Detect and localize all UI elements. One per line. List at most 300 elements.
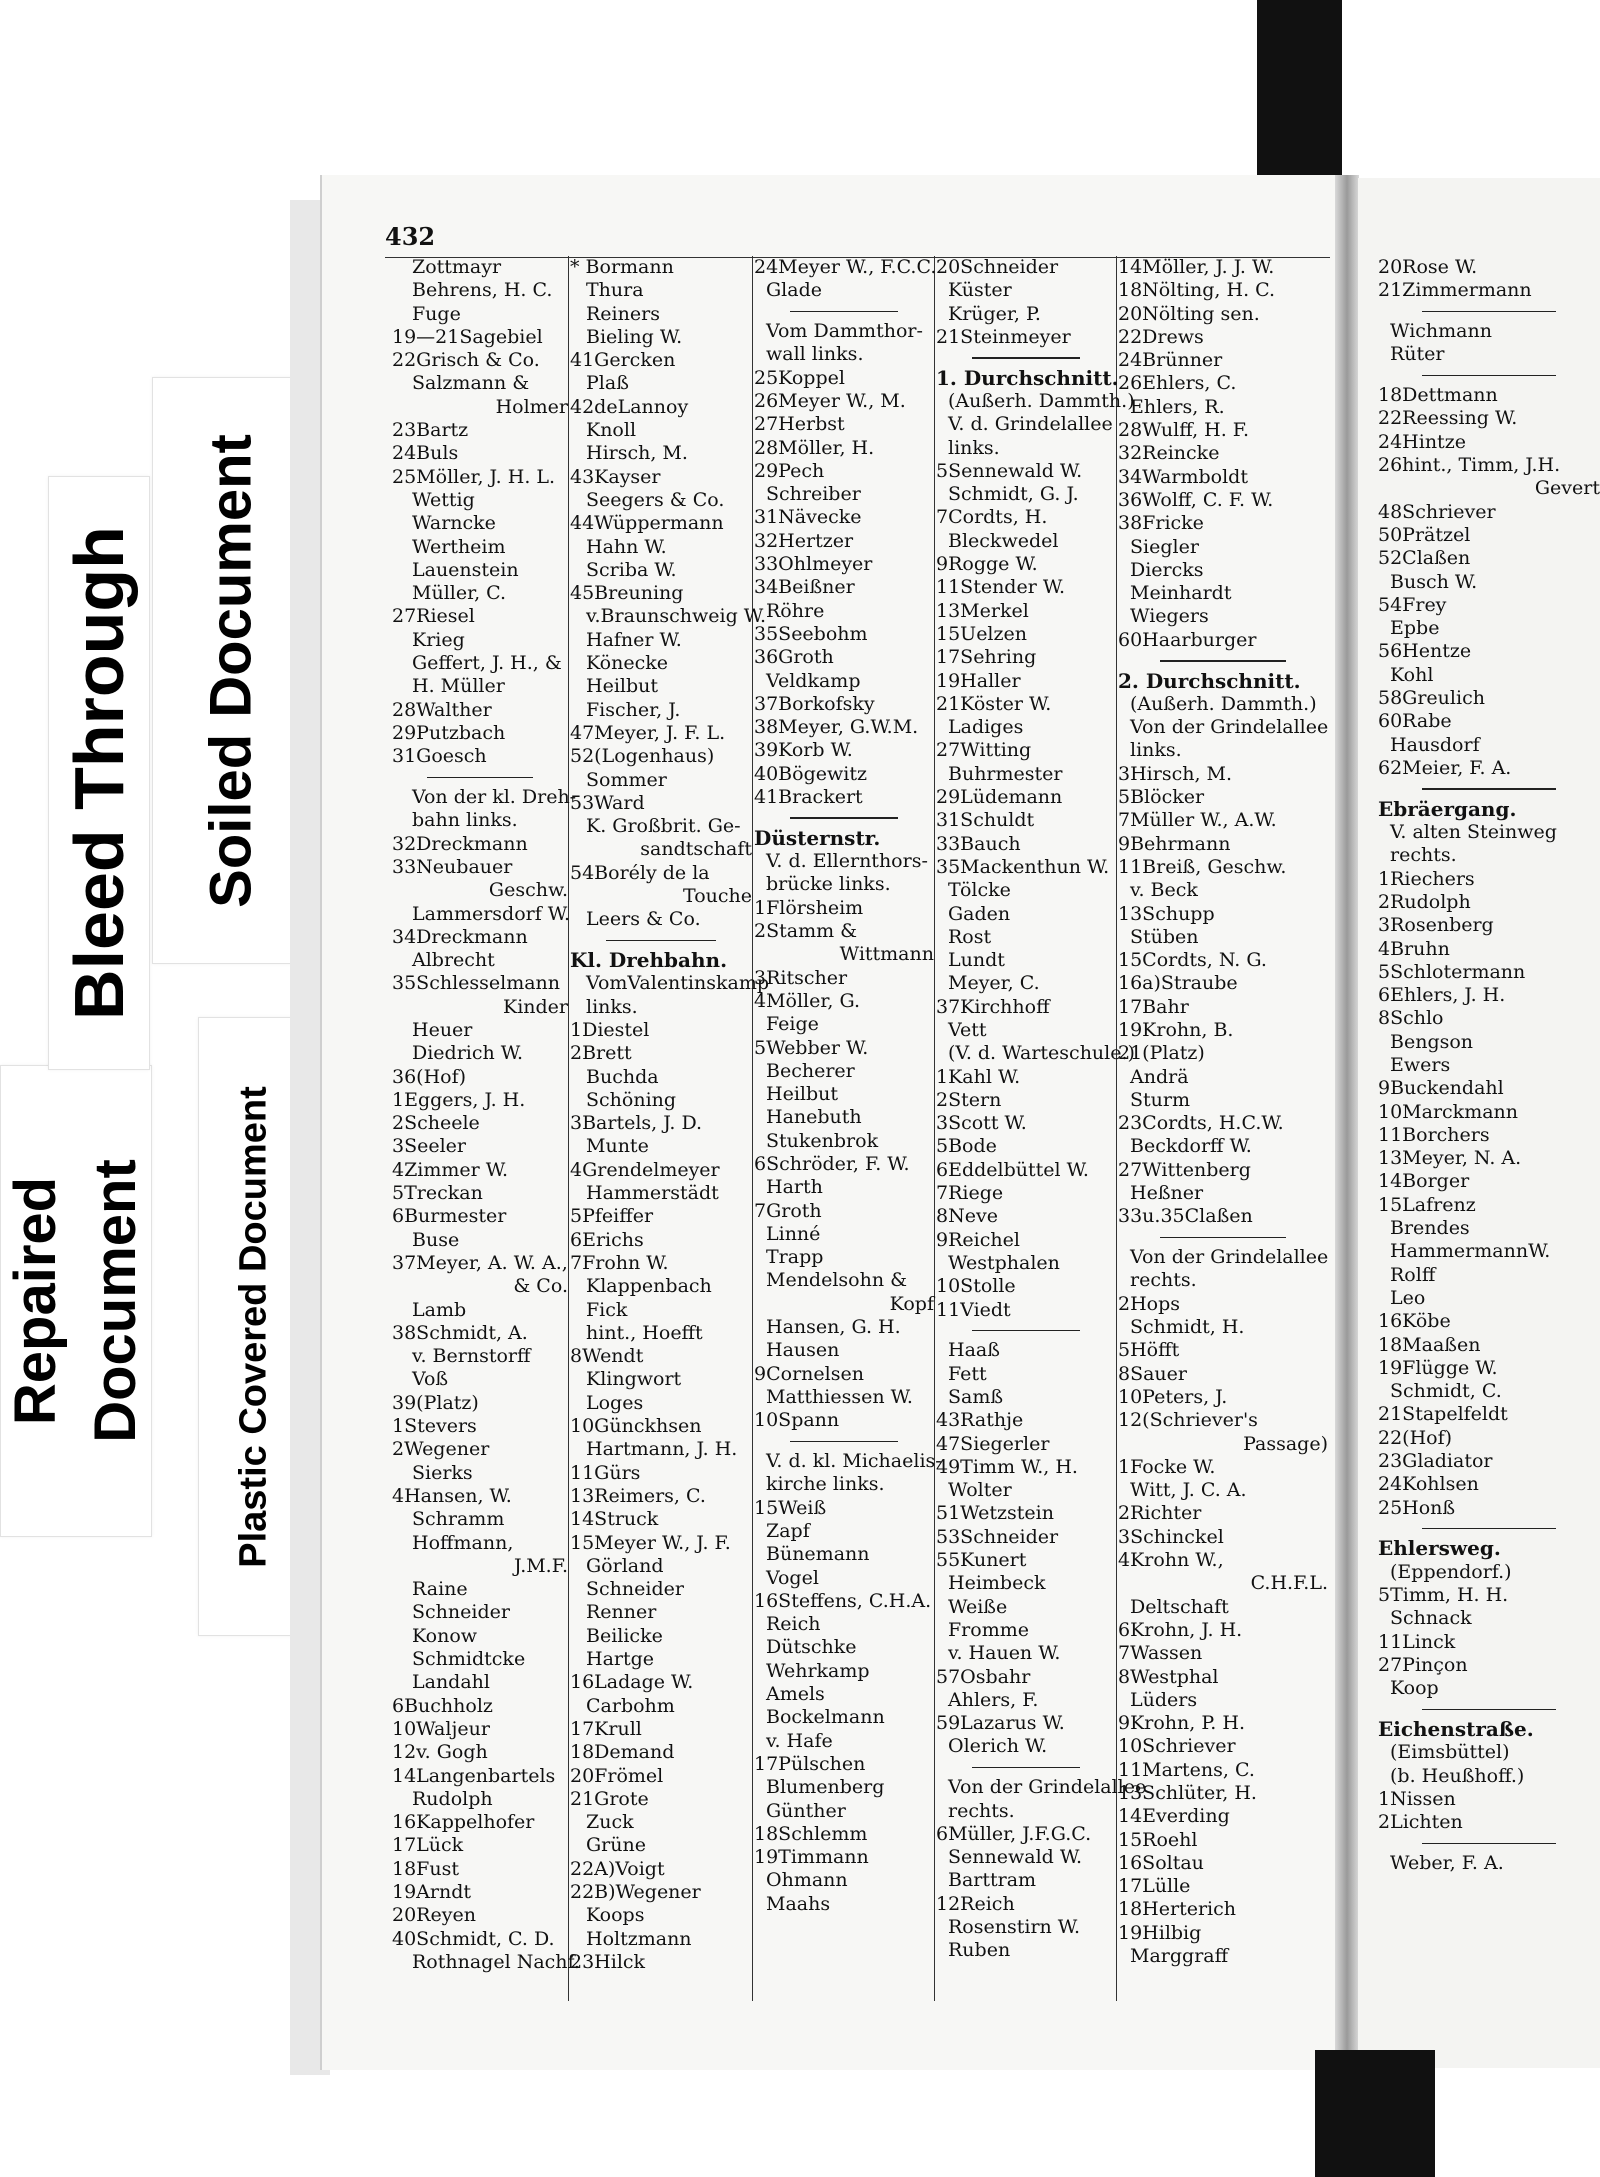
repaired-label-line-1: Repaired [3,1176,68,1426]
directory-entry: Blumenberg [766,1776,885,1799]
directory-entry: 10Schriever [1118,1735,1236,1758]
directory-entry: Beckdorff W. [1130,1135,1252,1158]
directory-entry: 7Wassen [1118,1642,1203,1665]
section-rule [1160,660,1286,662]
directory-entry: 5Timm, H. H. [1378,1584,1509,1607]
directory-entry: 8Neve [936,1205,998,1228]
directory-entry: Lüders [1130,1688,1198,1711]
directory-entry: 42deLannoy [570,395,689,418]
directory-entry: Rolff [1390,1263,1436,1286]
directory-entry: Buchda [586,1065,659,1088]
directory-entry: Fischer, J. [586,698,681,721]
directory-entry: 58Greulich [1378,687,1485,710]
page-number: 432 [385,222,436,251]
directory-entry: 27Herbst [754,413,845,436]
directory-entry: 33Ohlmeyer [754,553,873,576]
directory-entry: 18Herterich [1118,1898,1236,1921]
directory-entry: 25Koppel [754,366,845,389]
directory-entry: * Bormann [570,256,674,278]
directory-entry: Mendelsohn & [766,1269,908,1292]
directory-entry: 52Claßen [1378,547,1471,570]
directory-entry: Hahn W. [586,535,667,558]
directory-entry: 56Hentze [1378,640,1472,663]
directory-entry: Scriba W. [586,558,677,581]
soiled-document-text: Soiled Document [198,433,264,908]
directory-entry: Diercks [1130,558,1204,581]
directory-entry: 19Hilbig [1118,1921,1202,1944]
directory-entry: 10Peters, J. [1118,1385,1228,1408]
directory-entry: Becherer [766,1059,855,1082]
directory-entry: Görland [586,1554,664,1577]
directory-entry: 13Reimers, C. [570,1484,706,1507]
directory-entry: Von der kl. Dreh- [412,786,577,809]
directory-entry: 34Beißner [754,576,855,599]
repaired-label-line-2: Document [83,1159,148,1443]
section-rule [1422,375,1555,377]
directory-entry: 40Schmidt, C. D. [392,1927,555,1950]
directory-entry: Ebräergang. [1378,796,1517,821]
directory-entry: Hoffmann, [412,1531,514,1554]
directory-entry: Wolter [948,1479,1012,1502]
directory-entry: 6Ehlers, J. H. [1378,984,1506,1007]
directory-entry: 36Wolff, C. F. W. [1118,488,1274,511]
directory-entry: 2Stamm & [754,920,858,943]
bleed-through-text: Bleed Through [60,526,138,1020]
directory-entry: 3Rosenberg [1378,914,1494,937]
directory-entry: 33Neubauer [392,855,513,878]
directory-entry: 18Fust [392,1857,459,1880]
directory-entry: 1Kahl W. [936,1065,1021,1088]
directory-entry: 3Bartels, J. D. [570,1112,703,1135]
directory-entry: Siegler [1130,535,1199,558]
directory-entry: (b. Heußhoff.) [1390,1764,1525,1787]
directory-entry: 16a)Straube [1118,972,1238,995]
directory-entry: 7Frohn W. [570,1251,669,1274]
directory-entry: 24Buls [392,442,459,465]
directory-entry: Hammerstädt [586,1182,719,1205]
directory-entry: Wettig [412,488,475,511]
directory-entry: Linné [766,1222,821,1245]
directory-entry: Krüger, P. [948,302,1041,325]
directory-entry: 24Brünner [1118,349,1223,372]
repaired-document-label [0,1065,152,1537]
directory-entry: Von der Grindelallee [948,1776,1147,1799]
directory-entry: 54Frey [1378,593,1447,616]
directory-entry: 49Timm W., H. [936,1455,1078,1478]
directory-entry: Gevert [1534,477,1600,500]
directory-entry: Buse [412,1228,460,1251]
directory-entry: Busch W. [1390,570,1478,593]
directory-entry: 1Flörsheim [754,896,864,919]
directory-entry: v. Beck [1130,879,1198,902]
book-gutter [1335,175,1359,2070]
directory-entry: Harth [766,1176,823,1199]
directory-entry: 11Linck [1378,1630,1456,1653]
directory-entry: Loges [586,1391,644,1414]
directory-entry: 27Riesel [392,605,475,628]
directory-entry: 10Stolle [936,1275,1016,1298]
directory-entry: 31Nävecke [754,506,862,529]
directory-entry: 28Walther [392,698,492,721]
directory-entry: Amels [766,1683,825,1706]
directory-entry: 21Stapelfeldt [1378,1403,1508,1426]
directory-entry: Vom Dammthor- [766,320,923,343]
directory-entry: Rost [948,925,992,948]
directory-entry: 55Kunert [936,1549,1027,1572]
directory-entry: 8Wendt [570,1345,644,1368]
directory-entry: Kohl [1390,663,1434,686]
directory-entry: 6Müller, J.F.G.C. [936,1822,1092,1845]
directory-entry: 2Scheele [392,1112,480,1135]
directory-entry: 6Burmester [392,1205,507,1228]
directory-entry: 37Borkofsky [754,692,875,715]
directory-entry: (Außerh. Dammth.) [1130,692,1317,715]
directory-entry: 18Dettmann [1378,384,1498,407]
directory-column-2 [570,256,770,2001]
directory-entry: 36Groth [754,646,834,669]
directory-entry: 9Reichel [936,1228,1020,1251]
directory-entry: v. Hauen W. [948,1642,1061,1665]
directory-entry: Plaß [586,372,629,395]
directory-entry: Dütschke [766,1636,857,1659]
directory-entry: 24Meyer W., F.C.C. [754,256,937,278]
directory-entry: 37Kirchhoff [936,995,1050,1018]
directory-entry: 11Viedt [936,1298,1011,1321]
section-rule [972,1330,1080,1332]
directory-entry: Stüben [1130,925,1199,948]
bleed-through-label [48,476,150,1070]
directory-entry: 47Siegerler [936,1432,1050,1455]
directory-entry: Albrecht [412,949,495,972]
directory-entry: Beilicke [586,1624,663,1647]
directory-entry: Reich [766,1613,821,1636]
directory-entry: Fick [586,1298,628,1321]
directory-entry: Voß [412,1368,449,1391]
directory-entry: 6Eddelbüttel W. [936,1158,1089,1181]
directory-entry: 12v. Gogh [392,1741,488,1764]
directory-entry: Hirsch, M. [586,442,688,465]
directory-entry: Rudolph [412,1787,493,1810]
directory-entry: Bieling W. [586,325,683,348]
directory-entry: 1Diestel [570,1019,650,1041]
directory-entry: Kopf [889,1292,934,1315]
directory-entry: 21Zimmermann [1378,279,1532,302]
directory-column-4 [936,256,1147,2001]
directory-entry: Zuck [586,1811,634,1834]
section-rule [972,357,1080,359]
directory-entry: 7Müller W., A.W. [1118,809,1277,832]
directory-entry: 59Lazarus W. [936,1712,1065,1735]
binding-strap-top [1257,0,1342,175]
section-rule [1160,1237,1286,1239]
directory-entry: 19Haller [936,669,1021,692]
directory-column-6 [1378,256,1600,2001]
directory-entry: kirche links. [766,1473,885,1496]
directory-entry: 15Weiß [754,1496,827,1519]
directory-entry: 22(Hof) [1378,1426,1453,1449]
directory-entry: 1. Durchschnitt. [936,365,1119,390]
directory-entry: Seegers & Co. [586,488,725,511]
directory-entry: Bünemann [766,1543,870,1566]
directory-entry: 22Reessing W. [1378,407,1518,430]
directory-entry: Schnack [1390,1607,1472,1630]
directory-entry: 20Schneider [936,256,1059,278]
directory-entry: 45Breuning [570,582,684,605]
directory-entry: Geffert, J. H., & [412,652,562,675]
directory-entry: Raine [412,1578,468,1601]
directory-entry: 27Pinçon [1378,1653,1468,1676]
directory-entry: Günther [766,1799,846,1822]
directory-entry: 9Behrmann [1118,832,1231,855]
directory-entry: 7Riege [936,1182,1004,1205]
directory-entry: 8Westphal [1118,1665,1219,1688]
directory-entry: 13Schupp [1118,902,1215,925]
directory-entry: 20Reyen [392,1904,476,1927]
directory-entry: 2Wegener [392,1438,490,1461]
directory-entry: 16Ladage W. [570,1671,694,1694]
directory-entry: Holtzmann [586,1927,692,1950]
directory-entry: Schreiber [766,483,861,506]
directory-entry: Lauenstein [412,558,519,581]
directory-entry: 19Flügge W. [1378,1356,1498,1379]
directory-entry: Leo [1390,1286,1426,1309]
directory-entry: 3Ritscher [754,966,848,989]
directory-entry: 15Lafrenz [1378,1193,1476,1216]
directory-entry: 7Cordts, H. [936,506,1048,529]
directory-entry: V. d. kl. Michaelis- [766,1450,942,1473]
directory-entry: 24Kohlsen [1378,1473,1479,1496]
directory-entry: Schmidt, C. [1390,1380,1502,1403]
directory-entry: 39(Platz) [392,1391,479,1414]
directory-entry: Hansen, G. H. [766,1316,901,1339]
directory-entry: 18Nölting, H. C. [1118,279,1276,302]
directory-entry: 32Dreckmann [392,832,528,855]
directory-entry: Hanebuth [766,1106,862,1129]
directory-entry: 9Cornelsen [754,1362,864,1385]
directory-entry: 20Rose W. [1378,256,1478,278]
directory-entry: Epbe [1390,617,1440,640]
directory-entry: 51Wetzstein [936,1502,1054,1525]
directory-entry: Veldkamp [766,669,861,692]
directory-entry: Deltschaft [1130,1595,1229,1618]
section-rule [427,777,533,779]
directory-entry: Konow [412,1624,478,1647]
directory-entry: 4Krohn W., [1118,1549,1224,1572]
directory-entry: Rosenstirn W. [948,1915,1081,1938]
directory-entry: Lundt [948,949,1005,972]
directory-entry: V. d. Grindelallee [948,413,1113,436]
directory-entry: Westphalen [948,1251,1060,1274]
directory-entry: 15Cordts, N. G. [1118,949,1267,972]
directory-entry: Sennewald W. [948,1846,1083,1869]
directory-entry: Kl. Drehbahn. [570,948,728,973]
directory-entry: Küster [948,279,1012,302]
directory-entry: links. [586,995,638,1018]
directory-entry: v. Hafe [766,1729,833,1752]
directory-entry: 24Hintze [1378,430,1466,453]
directory-entry: Olerich W. [948,1735,1048,1758]
directory-entry: 5Sennewald W. [936,459,1083,482]
directory-entry: Krieg [412,628,465,651]
directory-entry: Behrens, H. C. [412,279,553,302]
directory-entry: V. alten Steinweg [1390,821,1557,844]
directory-entry: 18Demand [570,1741,675,1764]
directory-entry: 35Schlesselmann [392,972,561,995]
directory-entry: 2Brett [570,1042,632,1065]
directory-entry: 16Kappelhofer [392,1811,535,1834]
directory-entry: Haaß [948,1339,1000,1362]
directory-entry: Samß [948,1385,1004,1408]
directory-entry: Hartmann, J. H. [586,1438,738,1461]
directory-entry: Wichmann [1390,320,1492,343]
directory-entry: Touche [683,885,752,908]
directory-entry: 4Zimmer W. [392,1158,509,1181]
directory-entry: 12(Schriever's [1118,1409,1258,1432]
directory-entry: 11Gürs [570,1461,641,1484]
directory-entry: Zottmayr [412,256,502,278]
directory-entry: 57Osbahr [936,1665,1031,1688]
directory-entry: 53Schneider [936,1525,1059,1548]
directory-entry: 35Mackenthun W. [936,855,1110,878]
directory-entry: 5Schlotermann [1378,960,1526,983]
directory-entry: 19Krohn, B. [1118,1019,1234,1041]
directory-entry: 27Wittenberg [1118,1158,1251,1181]
directory-entry: 10Marckmann [1378,1100,1519,1123]
directory-entry: brücke links. [766,873,891,896]
directory-entry: Heßner [1130,1182,1204,1205]
directory-entry: 21Steinmeyer [936,325,1071,348]
directory-entry: Leers & Co. [586,908,701,931]
directory-entry: Carbohm [586,1694,675,1717]
section-rule [606,940,715,942]
directory-entry: Bengson [1390,1030,1474,1053]
directory-entry: sandtschaft [640,838,752,861]
directory-entry: Passage) [1243,1432,1328,1455]
directory-entry: 47Meyer, J. F. L. [570,721,726,744]
directory-entry: 48Schriever [1378,500,1496,523]
directory-entry: v.Braunschweig W. [586,605,767,628]
section-rule [790,1441,898,1443]
directory-entry: 16Soltau [1118,1851,1204,1874]
directory-entry: 23Cordts, H.C.W. [1118,1112,1284,1135]
directory-entry: Glade [766,279,822,302]
directory-entry: Eichenstraße. [1378,1717,1534,1742]
directory-entry: 4Bruhn [1378,937,1450,960]
directory-entry: 38Fricke [1118,512,1204,535]
directory-entry: Klingwort [586,1368,682,1391]
directory-entry: 33Bauch [936,832,1021,855]
directory-entry: 39Korb W. [754,739,853,762]
directory-entry: 60Haarburger [1118,628,1257,651]
directory-entry: Holmer [495,395,568,418]
directory-entry: (Eppendorf.) [1390,1560,1512,1583]
directory-entry: 41Brackert [754,786,863,809]
directory-entry: 14Möller, J. J. W. [1118,256,1275,278]
directory-entry: Knoll [586,419,637,442]
directory-entry: 5Bode [936,1135,997,1158]
directory-entry: 20Frömel [570,1764,664,1787]
directory-entry: 27Witting [936,739,1032,762]
directory-entry: Klappenbach [586,1275,712,1298]
directory-entry: hint., Hoefft [586,1321,703,1344]
directory-entry: 5Pfeiffer [570,1205,654,1228]
directory-entry: rechts. [948,1799,1015,1822]
directory-entry: Bockelmann [766,1706,885,1729]
directory-entry: Lamb [412,1298,467,1321]
directory-entry: Heuer [412,1019,473,1041]
directory-entry: 29Pech [754,459,825,482]
directory-entry: Hausdorf [1390,733,1480,756]
directory-entry: 21Köster W. [936,692,1052,715]
directory-entry: 13Meyer, N. A. [1378,1147,1522,1170]
directory-entry: 4Möller, G. [754,989,860,1012]
directory-entry: Barttram [948,1869,1037,1892]
directory-entry: 19—21Sagebiel [392,325,543,348]
directory-entry: Zapf [766,1519,810,1542]
directory-entry: Rothnagel Nachf. [412,1950,580,1973]
directory-entry: K. Großbrit. Ge- [586,815,741,838]
directory-entry: Hausen [766,1339,840,1362]
directory-entry: 13Merkel [936,599,1029,622]
directory-entry: Vogel [766,1566,819,1589]
directory-entry: 5Treckan [392,1182,483,1205]
directory-entry: Landahl [412,1671,490,1694]
directory-entry: 38Schmidt, A. [392,1321,528,1344]
directory-entry: 10Günckhsen [570,1415,702,1438]
directory-entry: Renner [586,1601,657,1624]
directory-entry: 29Lüdemann [936,786,1063,809]
directory-entry: 9Rogge W. [936,553,1038,576]
directory-entry: J.M.F. [514,1554,568,1577]
directory-entry: 33u.35Claßen [1118,1205,1253,1228]
directory-entry: 11Breiß, Geschw. [1118,855,1287,878]
directory-entry: 21(Platz) [1118,1042,1205,1065]
directory-entry: 3Schinckel [1118,1525,1224,1548]
directory-entry: 9Buckendahl [1378,1077,1504,1100]
directory-entry: Feige [766,1013,819,1036]
binding-strap-bottom [1315,2050,1435,2177]
directory-entry: Sturm [1130,1088,1190,1111]
directory-entry: 14Struck [570,1508,659,1531]
directory-entry: 10Spann [754,1409,840,1432]
directory-entry: Schneider [412,1601,510,1624]
directory-entry: rechts. [1390,844,1457,867]
directory-column-3 [754,256,942,2001]
directory-entry: 16Köbe [1378,1310,1451,1333]
directory-entry: 23Gladiator [1378,1450,1493,1473]
directory-column-5 [1118,256,1328,2001]
directory-entry: 62Meier, F. A. [1378,756,1512,779]
directory-entry: Hafner W. [586,628,682,651]
directory-entry: 17Bahr [1118,995,1189,1018]
directory-entry: Fett [948,1362,987,1385]
directory-entry: 13Schlüter, H. [1118,1782,1257,1804]
directory-entry: Kinder [503,995,568,1018]
directory-entry: 28Möller, H. [754,436,875,459]
directory-entry: VomValentinskamp [586,972,770,995]
directory-entry: 60Rabe [1378,710,1452,733]
directory-entry: Schneider [586,1578,684,1601]
directory-entry: Schöning [586,1088,677,1111]
directory-entry: 4Grendelmeyer [570,1158,720,1181]
directory-entry: 2Richter [1118,1502,1202,1525]
directory-entry: 31Goesch [392,745,487,768]
directory-entry: Gaden [948,902,1011,925]
directory-entry: 25Honß [1378,1496,1456,1519]
directory-entry: 11Borchers [1378,1123,1490,1146]
directory-entry: 15Meyer W., J. F. [570,1531,731,1554]
directory-entry: 21Grote [570,1787,649,1810]
